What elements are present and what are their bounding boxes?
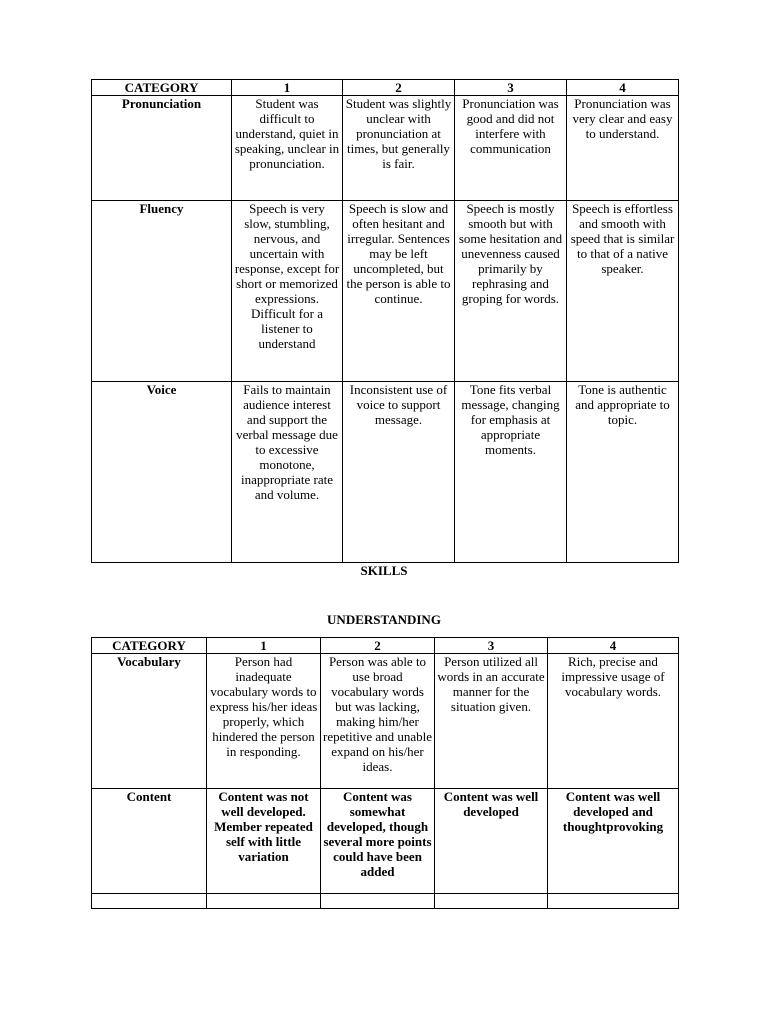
rubric-cell: Student was slightly unclear with pronunciation at times, but generally is fair.	[343, 96, 455, 201]
header-score-4: 4	[548, 638, 679, 654]
header-category: CATEGORY	[92, 80, 232, 96]
table-header-row	[92, 80, 679, 96]
rubric-cell: Speech is effortless and smooth with speed that is similar to that of a native speaker.	[567, 201, 679, 382]
table-row	[92, 96, 679, 201]
empty-cell	[321, 894, 435, 909]
table-header-row	[92, 638, 679, 654]
table-row	[92, 654, 679, 789]
header-score-3: 3	[455, 80, 567, 96]
header-score-2: 2	[321, 638, 435, 654]
category-cell: Content	[92, 789, 207, 894]
speaking-rubric-table	[91, 79, 679, 563]
rubric-cell: Content was somewhat developed, though several more points could have been added	[321, 789, 435, 894]
table-row	[92, 789, 679, 894]
header-score-1: 1	[232, 80, 343, 96]
header-category: CATEGORY	[92, 638, 207, 654]
empty-cell	[92, 894, 207, 909]
empty-cell	[435, 894, 548, 909]
rubric-cell: Person had inadequate vocabulary words to express his/her ideas properly, which hindered the person in responding.	[207, 654, 321, 789]
category-cell: Fluency	[92, 201, 232, 382]
rubric-cell: Content was well developed	[435, 789, 548, 894]
category-cell: Vocabulary	[92, 654, 207, 789]
header-score-1: 1	[207, 638, 321, 654]
category-cell: Pronunciation	[92, 96, 232, 201]
rubric-cell: Speech is very slow, stumbling, nervous, and uncertain with response, except for short or memorized expressions. Difficult for a listener to understand	[232, 201, 343, 382]
rubric-cell: Person was able to use broad vocabulary words but was lacking, making him/her repetitive and unable expand on his/her ideas.	[321, 654, 435, 789]
empty-cell	[207, 894, 321, 909]
rubric-cell: Student was difficult to understand, quiet in speaking, unclear in pronunciation.	[232, 96, 343, 201]
understanding-caption: UNDERSTANDING	[327, 612, 441, 627]
rubric-cell: Speech is slow and often hesitant and irregular. Sentences may be left uncompleted, but the person is able to continue.	[343, 201, 455, 382]
table-row	[92, 201, 679, 382]
header-score-3: 3	[435, 638, 548, 654]
empty-cell	[548, 894, 679, 909]
header-score-2: 2	[343, 80, 455, 96]
rubric-cell: Tone is authentic and appropriate to topic.	[567, 382, 679, 563]
rubric-cell: Inconsistent use of voice to support message.	[343, 382, 455, 563]
rubric-cell: Pronunciation was good and did not interfere with communication	[455, 96, 567, 201]
skills-caption: SKILLS	[360, 563, 408, 578]
category-cell: Voice	[92, 382, 232, 563]
rubric-cell: Tone fits verbal message, changing for emphasis at appropriate moments.	[455, 382, 567, 563]
rubric-cell: Person utilized all words in an accurate manner for the situation given.	[435, 654, 548, 789]
understanding-rubric-table	[91, 637, 679, 909]
rubric-cell: Fails to maintain audience interest and support the verbal message due to excessive monotone, inappropriate rate and volume.	[232, 382, 343, 563]
rubric-cell: Rich, precise and impressive usage of vocabulary words.	[548, 654, 679, 789]
rubric-cell: Speech is mostly smooth but with some hesitation and unevenness caused primarily by rephrasing and groping for words.	[455, 201, 567, 382]
rubric-cell: Pronunciation was very clear and easy to understand.	[567, 96, 679, 201]
rubric-cell: Content was not well developed. Member repeated self with little variation	[207, 789, 321, 894]
rubric-cell: Content was well developed and thoughtprovoking	[548, 789, 679, 894]
table-row	[92, 382, 679, 563]
header-score-4: 4	[567, 80, 679, 96]
empty-table-row	[92, 894, 679, 909]
